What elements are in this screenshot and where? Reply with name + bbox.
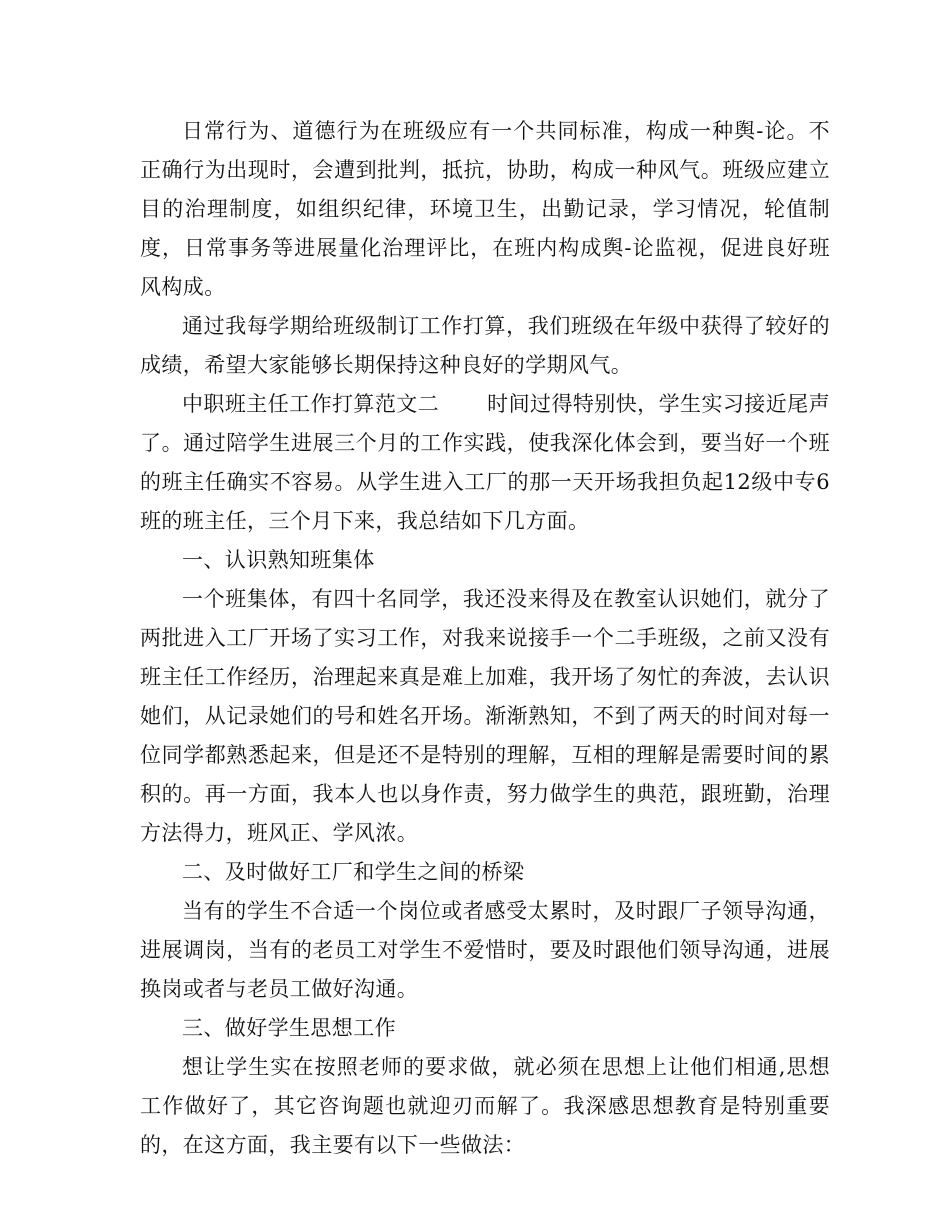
- heading-bridge: 二、及时做好工厂和学生之间的桥梁: [182, 860, 525, 884]
- section-intro-text: 时间过得特别快，学生实习接近尾声了。通过陪学生进展三个月的工作实践，使我深化体会到，要当好一个班的班主任确实不容易。从学生进入工厂的那一天开场我担负起12级中专6班的班主任，三个月下来，我总结如下几方面。: [140, 392, 830, 533]
- paragraph-thought-work: 想让学生实在按照老师的要求做，就必须在思想上让他们相通,思想工作做好了，其它咨询题也就迎刃而解了。我深感思想教育是特别重要的，在这方面，我主要有以下一些做法：: [140, 1055, 830, 1157]
- document-body: [140, 112, 830, 1165]
- paragraph-section-intro: [140, 385, 830, 541]
- paragraph-bridge: 当有的学生不合适一个岗位或者感受太累时，及时跟厂子领导沟通，进展调岗，当有的老员工对学生不爱惜时，要及时跟他们领导沟通，进展换岗或者与老员工做好沟通。: [140, 899, 830, 1001]
- heading-thought-work: 三、做好学生思想工作: [182, 1016, 396, 1040]
- heading-know-class: 一、认识熟知班集体: [182, 548, 375, 572]
- paragraph-know-class: 一个班集体，有四十名同学，我还没来得及在教室认识她们，就分了两批进入工厂开场了实习工作，对我来说接手一个二手班级，之前又没有班主任工作经历，治理起来真是难上加难，我开场了匆忙的奔波，去认识她们，从记录她们的号和姓名开场。渐渐熟知，不到了两天的时间对每一位同学都熟悉起来，但是还不是特别的理解，互相的理解是需要时间的累积的。再一方面，我本人也以身作责，努力做学生的典范，跟班勤，治理方法得力，班风正、学风浓。: [140, 587, 830, 845]
- paragraph-class-norms: 日常行为、道德行为在班级应有一个共同标准，构成一种舆-论。不正确行为出现时，会遭到批判，抵抗，协助，构成一种风气。班级应建立目的治理制度，如组织纪律，环境卫生，出勤记录，学习情况，轮值制度，日常事务等进展量化治理评比，在班内构成舆-论监视，促进良好班风构成。: [140, 119, 830, 299]
- paragraph-semester-summary: 通过我每学期给班级制订工作打算，我们班级在年级中获得了较好的成绩，希望大家能够长期保持这种良好的学期风气。: [140, 314, 830, 377]
- section-title: 中职班主任工作打算范文二: [182, 392, 440, 416]
